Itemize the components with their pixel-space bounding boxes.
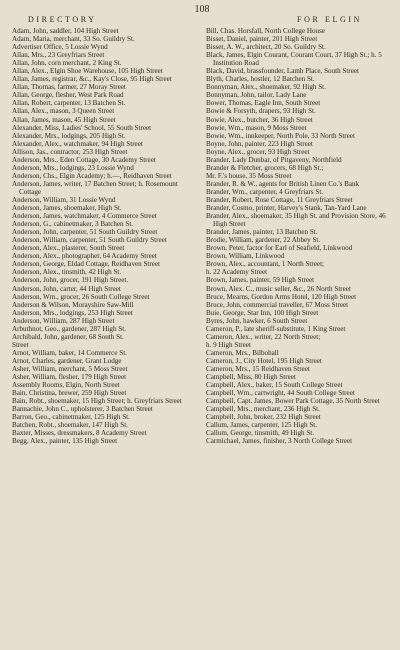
directory-entry: Bain, Christina, brewer, 259 High Street [12,389,127,398]
directory-entry: Arbuthnot, Geo., gardener, 287 High St. [12,324,126,333]
directory-entry: Anderson, John, grocer, 191 High Street. [12,276,129,285]
directory-entry: Byres, John, hawker, 6 South Street [206,316,308,325]
directory-entry: Carmichael, James, finisher, 3 North College Street [206,437,353,446]
directory-entry: Allan, George, flesher, West Park Road [12,91,124,100]
directory-entry: Allan, James, mason, 45 High Street [12,115,116,124]
directory-entry: Brown, William, Linkwood [206,252,285,261]
directory-entry: Asher, William, merchant, 5 Moss Street [12,364,128,373]
directory-entry: Anderson, Mrs., Eden Cottage, 30 Academy Street [12,155,156,164]
directory-columns [12,27,392,445]
directory-entry: Alexander, Miss, Ladies' School, 55 South Street [12,123,152,132]
directory-entry: Adam, John, saddler, 104 High Street [12,27,119,35]
directory-entry: Anderson, Alex., photographer, 64 Academy Street [12,252,157,261]
directory-entry: Buie, George, Star Inn, 100 High Street [206,308,319,317]
directory-entry: Brander, Wm., carpenter, 4 Greyfriars St. [206,187,324,196]
directory-entry: Bruce, Mearns, Gordon Arms Hotel, 120 High Street [206,292,357,301]
directory-entry: Campbell, Wm., cartwright, 44 South College Street [206,389,355,398]
directory-entry: Adam, Maria, merchant, 33 So. Guildry St. [12,35,135,44]
running-head [12,15,392,25]
directory-entry: Anderson, Alex., tinsmith, 42 High St. [12,268,122,277]
directory-entry: Cameron, J., City Hotel, 195 High Street [206,356,322,365]
directory-entry: Callum, George, tinsmith, 49 High St. [206,429,315,438]
directory-entry: Batchen, Robt., shoemaker, 147 High St. [12,421,128,430]
directory-entry: Cameron, Mrs., 15 Reidhaven Street [206,364,310,373]
directory-entry: Brander, Alex., shoemaker, 35 High St. and Provision Store, 46 High Street [206,212,386,229]
directory-entry: Arnot, William, baker, 14 Commerce St. [12,348,127,357]
directory-entry: Bill, Chas. Horsfall, North College House [206,27,326,35]
directory-entry: Campbell, Mrs., merchant, 236 High St. [206,405,320,414]
running-head-right: FOR ELGIN [297,15,362,24]
directory-entry: Brander, James, painter, 13 Batchen St. [206,228,318,237]
directory-entry: Brander, Lady Dunbar, of Pitgaveny, Northfield [206,155,342,164]
directory-entry: Brown, James, painter, 59 High Street [206,276,315,285]
directory-entry: Anderson, George, Eldad Cottage, Reidhaven Street [12,260,161,269]
directory-entry: Allan, Thomas, farmer, 27 Moray Street [12,83,126,92]
directory-entry: Asher, William, flesher, 179 High Street [12,373,127,382]
directory-entry: Assembly Rooms, Elgin, North Street [12,381,120,390]
directory-entry: Mr. F.'s house, 35 Moss Street [206,171,292,180]
directory-entry: Bruce, John, commercial traveller, 67 Moss Street [206,300,349,309]
directory-entry: Anderson, William, carpenter, 51 South Guildry Street [12,236,167,245]
directory-entry: Allan, James, registrar, &c., Kay's Close, 95 High Street [12,75,172,84]
right-column [206,27,390,445]
directory-entry: Brown, Peter, factor for Earl of Seafield, Linkwood [206,244,353,253]
directory-entry: Anderson, James, shoemaker, High St. [12,204,122,213]
directory-entry: Boyne, Alex., grocer, 93 High Street [206,147,310,156]
directory-entry: Bisset, A. W., architect, 20 So. Guildry St. [206,43,326,52]
directory-entry: Allan, Robert, carpenter, 13 Batchen St. [12,99,126,108]
directory-entry: Allan, Alex., mason, 3 Queen Street [12,107,115,116]
directory-entry: Anderson, Mrs., lodgings, 253 High Street [12,308,133,317]
directory-entry: Bowie, Wm., innkeeper, North Pole, 33 North Street [206,131,355,140]
directory-entry: Allan, Alex., Elgin Shoe Warehouse, 105 High Street [12,67,163,76]
directory-entry: Brander, R. & W., agents for British Linen Co.'s Bank [206,179,360,188]
directory-entry: Brander & Fletcher, grocers, 68 High St.; [206,163,324,172]
directory-entry: Bonnyman, Alex., shoemaker, 92 High St. [206,83,326,92]
directory-entry: Anderson, Mrs., lodgings, 23 Lossie Wynd [12,163,134,172]
directory-entry: Begg, Alex., painter, 135 High Street [12,437,118,446]
directory-entry: Anderson, James, watchmaker, 4 Commerce Street [12,212,157,221]
directory-entry: Brander, Robert, Rose Cottage, 11 Greyfriars Street [206,195,353,204]
directory-entry: Callum, James, carpenter, 125 High St. [206,421,318,430]
left-column [12,27,196,445]
directory-entry: Campbell, Alex., baker, 15 South College Street [206,381,343,390]
directory-entry: Anderson, Alex., plasterer, South Street [12,244,125,253]
directory-entry: Bisset, Daniel, painter, 201 High Street [206,35,318,44]
directory-entry: Allison, Jas., contractor, 253 High Street [12,147,128,156]
directory-entry: Black, James, Elgin Courant, Courant Court, 37 High St.; h. 5 Institution Road [206,51,382,68]
directory-entry: Campbell, John, broker, 232 High Street [206,413,321,422]
directory-entry: Boyne, John, painter, 223 High Street [206,139,313,148]
directory-entry: Barron, Geo., cabinetmaker, 125 High St. [12,413,130,422]
directory-entry: Cameron, Mrs., Bilbohall [206,348,279,357]
directory-entry: Bonnyman, John, tailor, Lady Lane [206,91,307,100]
directory-entry: Brander, Cosmo, printer, Harvey's Stank, Tan-Yard Lane [206,204,367,213]
directory-entry: Baxter, Misses, dressmakers, 8 Academy Street [12,429,147,438]
directory-entry: Anderson, Wm., grocer, 26 South College Street [12,292,150,301]
directory-entry: Bain, Robt., shoemaker, 15 High Street; h. Greyfriars Street [12,397,182,406]
directory-entry: Campbell, Capt. James, Bower Park Cottage, 35 North Street [206,397,380,406]
directory-entry: Allan, John, corn merchant, 2 King St. [12,59,122,68]
directory-entry: Bowie & Forsyth, drapers, 93 High St. [206,107,316,116]
directory-entry: Anderson, John, carter, 44 High Street [12,284,121,293]
directory-entry: Advertiser Office, 5 Lossie Wynd [12,43,108,52]
directory-entry: Anderson, William, 31 Lossie Wynd [12,195,116,204]
directory-entry: Cameron, Alex., writer, 22 North Street; [206,332,321,341]
directory-entry: Blyth, Charles, hostler, 12 Batchen St. [206,75,315,84]
directory-entry: Bower, Thomas, Eagle Inn, South Street [206,99,321,108]
directory-entry: Arnot, Charles, gardener, Grant Lodge [12,356,122,365]
directory-entry: Allan, Mrs., 23 Greyfriars Street [12,51,105,60]
running-head-left: DIRECTORY [28,15,97,24]
directory-entry: Alexander, Alex., watchmaker, 94 High Street [12,139,143,148]
directory-entry: Bowie, Wm., mason, 9 Moss Street [206,123,307,132]
directory-entry: Anderson, Chs., Elgin Academy; h.—, Reidhaven Street [12,171,172,180]
directory-entry: Brodie, William, gardener, 22 Abbey St. [206,236,321,245]
directory-entry: Archibald, John, gardener, 68 South St. [12,332,124,341]
page-number: 108 [194,4,210,15]
directory-entry: h. 9 High Street [206,340,251,349]
directory-entry: h. 22 Academy Street [206,268,268,277]
directory-entry: Black, David, brassfounder, Lamb Place, South Street [206,67,359,76]
directory-entry: Campbell, Miss, 80 High Street [206,373,296,382]
directory-entry: Anderson, James, writer, 17 Batchen Street; h. Rosemount Cottage [12,179,178,196]
directory-entry: Anderson, John, carpenter, 51 South Guildry Street [12,228,158,237]
directory-entry: Anderson, G., cabinetmaker, 3 Batchen St. [12,220,134,229]
directory-entry: Alexander, Mrs., lodgings, 205 High St. [12,131,126,140]
directory-entry: Cameron, P., late sheriff-substitute, 1 King Street [206,324,346,333]
directory-entry: Brown, Alex., accountant, 1 North Street; [206,260,325,269]
directory-entry: Anderson, William, 287 High Street [12,316,115,325]
directory-entry: Bannachie, John C., upholsterer, 3 Batchen Street [12,405,153,414]
directory-entry: Bowie, Alex., butcher, 36 High Street [206,115,313,124]
directory-entry: Brown, Alex. C., music seller, &c., 26 North Street [206,284,351,293]
directory-entry: Street [12,340,29,349]
directory-entry: Anderson & Wilson, Morayshire Saw-Mill [12,300,134,309]
